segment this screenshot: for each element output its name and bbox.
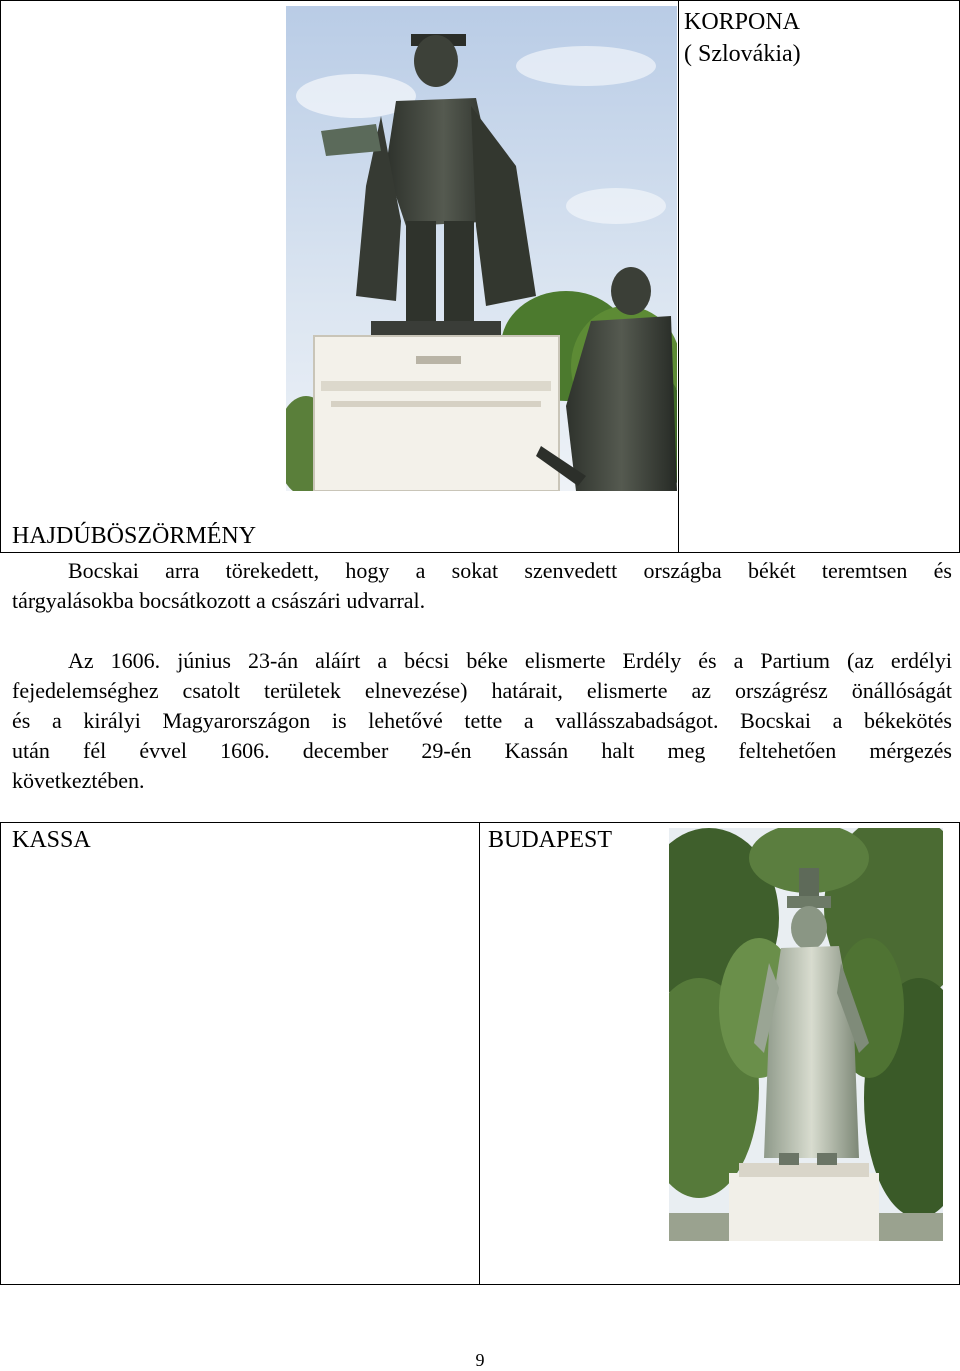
- budapest-statue-photo: [669, 828, 943, 1241]
- paragraph-peace-efforts: [12, 556, 952, 616]
- paragraph-line: következtében.: [12, 768, 145, 793]
- kassa-caption: KASSA: [12, 827, 91, 853]
- korpona-subtitle: ( Szlovákia): [684, 41, 801, 67]
- budapest-caption: BUDAPEST: [488, 827, 613, 853]
- paragraph-line: fejedelemséghez csatolt területek elnevezése) határait, elismerte az országrész önállóságát: [12, 678, 952, 703]
- paragraph-line: után fél évvel 1606. december 29-én Kassán halt meg feltehetően mérgezés: [12, 738, 952, 763]
- page-number: 9: [475, 1350, 485, 1370]
- hajduboszormeny-caption: HAJDÚBÖSZÖRMÉNY: [12, 523, 257, 549]
- paragraph-vienna-peace: [12, 646, 952, 796]
- hajduboszormeny-statue-photo: [286, 6, 677, 491]
- paragraph-line: Bocskai arra törekedett, hogy a sokat szenvedett országba békét teremtsen és: [68, 558, 952, 583]
- korpona-title: KORPONA: [684, 9, 801, 35]
- kassa-cell: [0, 822, 480, 1285]
- korpona-cell: [678, 0, 960, 553]
- paragraph-line: tárgyalásokba bocsátkozott a császári udvarral.: [12, 588, 426, 613]
- paragraph-line: és a királyi Magyarországon is lehetővé tette a vallásszabadságot. Bocskai a békekötés: [12, 708, 952, 733]
- paragraph-line: Az 1606. június 23-án aláírt a bécsi béke elismerte Erdély és a Partium (az erdélyi: [68, 648, 952, 673]
